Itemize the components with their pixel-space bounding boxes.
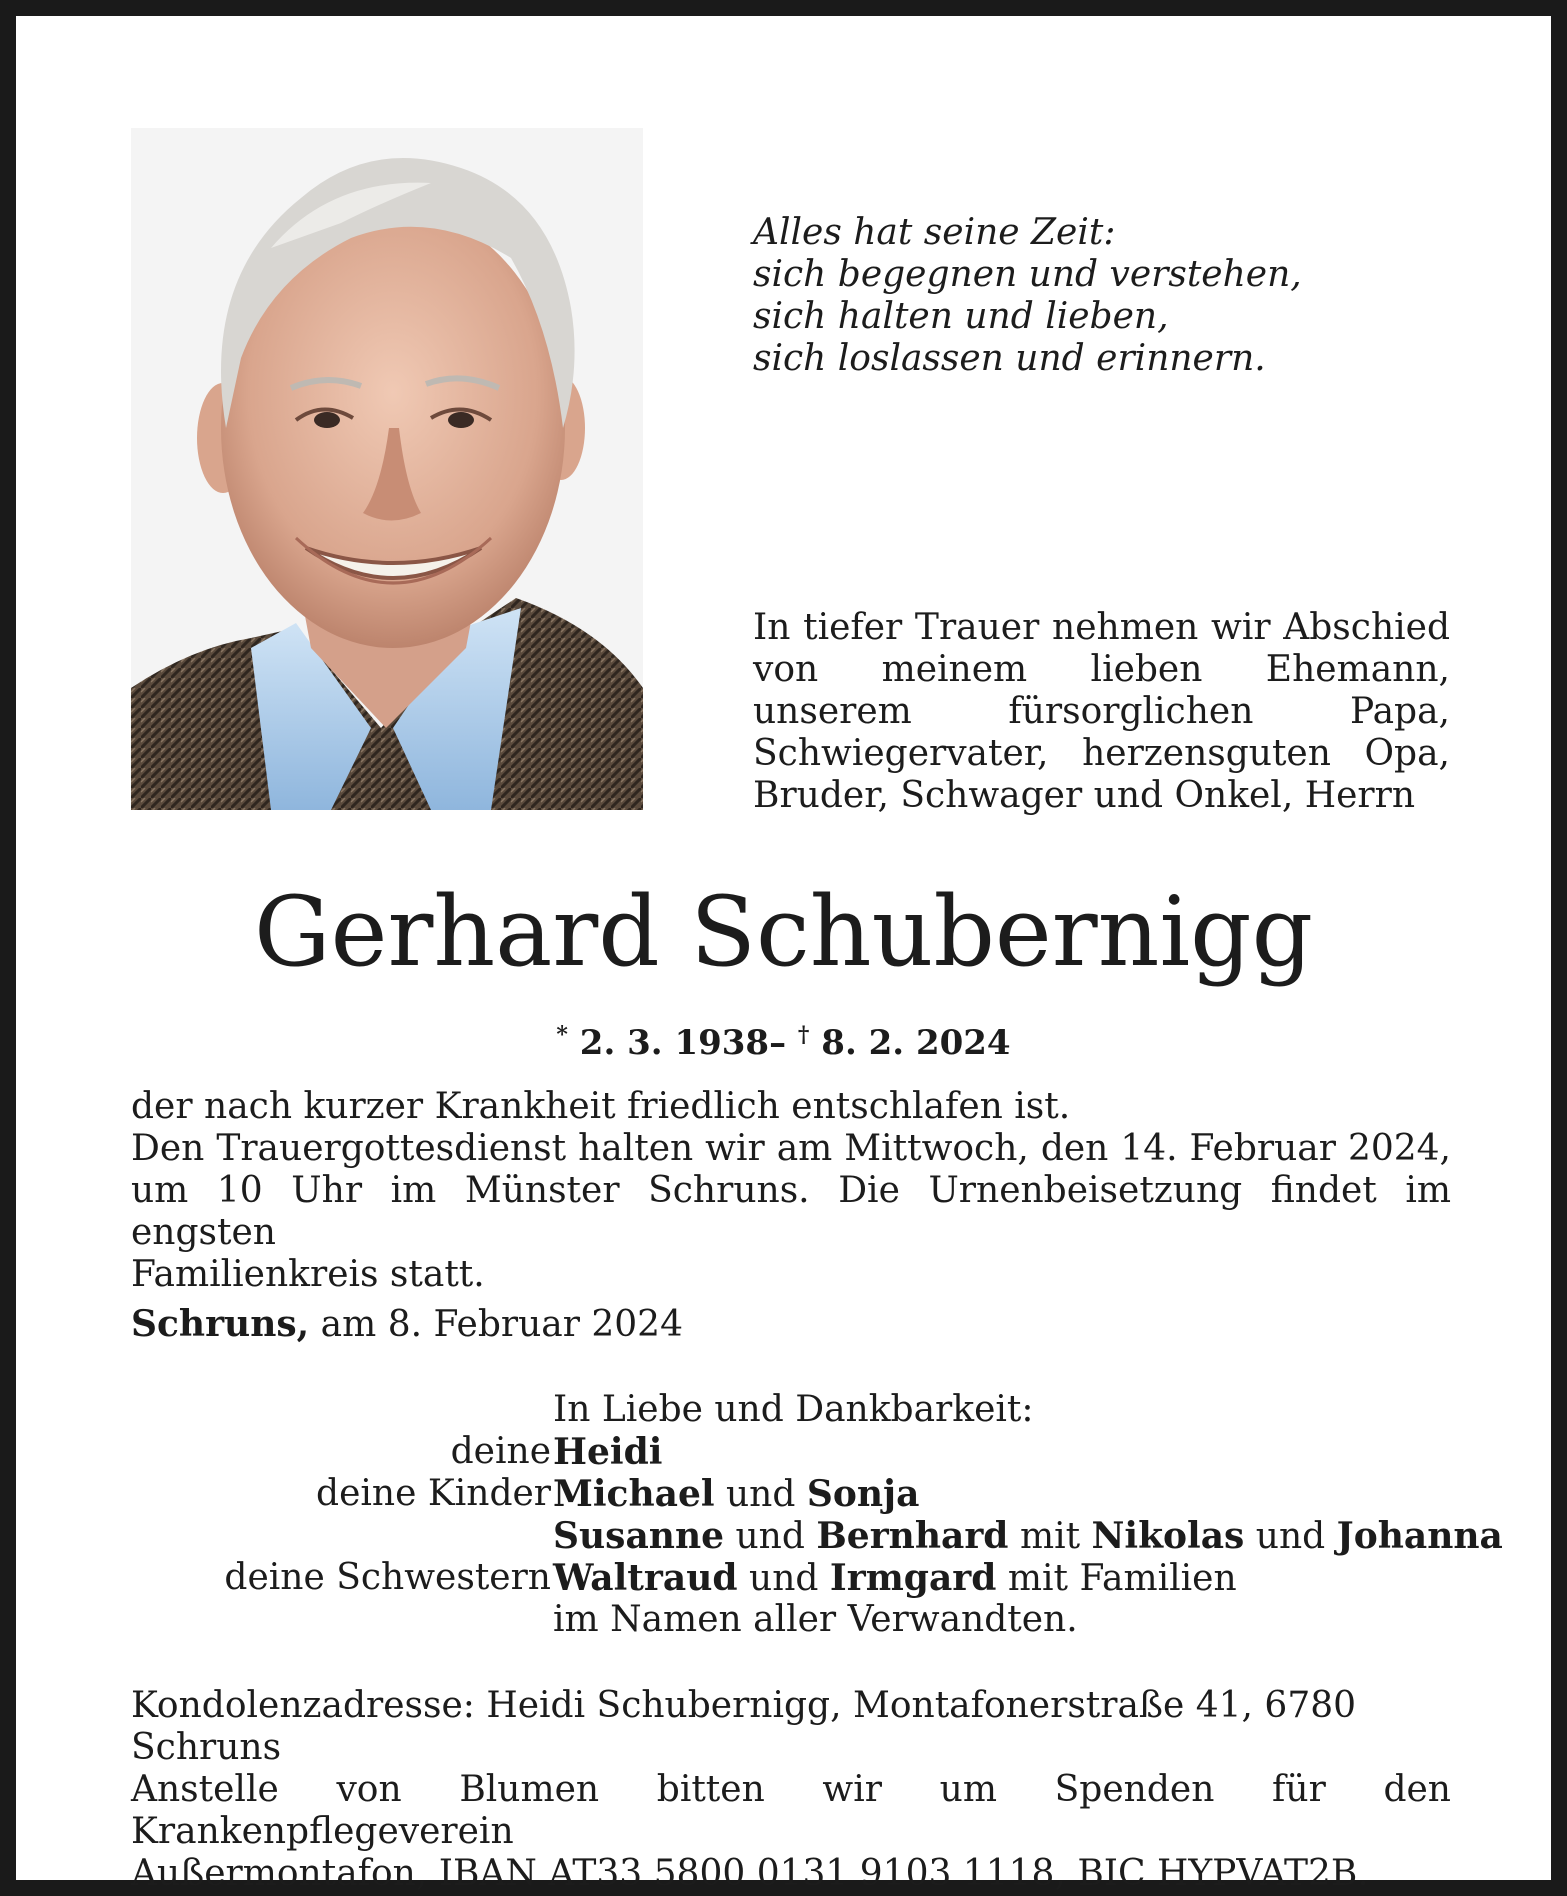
poem-line: Alles hat seine Zeit: xyxy=(753,212,1116,253)
poem-line: sich begegnen und verstehen, xyxy=(753,254,1302,295)
mourner-row xyxy=(16,1431,1551,1473)
mourner-name: Irmgard xyxy=(829,1557,997,1599)
mourner-name: Johanna xyxy=(1336,1515,1503,1557)
condolence-address: Kondolenzadresse: Heidi Schubernigg, Montafonerstraße 41, 6780 Schruns xyxy=(131,1685,1357,1768)
mourner-name: Michael xyxy=(553,1473,715,1515)
footer-text xyxy=(131,1685,1451,1895)
mourner-name: Heidi xyxy=(553,1431,663,1473)
bank-details: Außermontafon, IBAN AT33 5800 0131 9103 1118, BIC HYPVAT2B. xyxy=(131,1853,1369,1894)
mourner-row xyxy=(16,1473,1551,1515)
body-line: Den Trauergottesdienst halten wir am Mittwoch, den 14. Februar 2024, xyxy=(131,1128,1451,1169)
body-text xyxy=(131,1086,1451,1296)
date-separator: – xyxy=(769,1023,787,1063)
conjunction: und xyxy=(749,1558,819,1599)
mourners-list xyxy=(16,1389,1551,1641)
body-line: Familienkreis statt. xyxy=(131,1254,485,1295)
conjunction: und xyxy=(1255,1516,1326,1557)
mourner-name: Bernhard xyxy=(816,1515,1009,1557)
obituary-notice xyxy=(16,16,1551,1894)
death-date: 8. 2. 2024 xyxy=(821,1023,1011,1063)
mourner-row xyxy=(16,1557,1551,1599)
place-date xyxy=(131,1303,683,1346)
portrait-illustration xyxy=(131,128,643,810)
deceased-name: Gerhard Schubernigg xyxy=(253,876,1314,988)
relation-label: deine Schwestern xyxy=(224,1557,551,1598)
portrait-photo xyxy=(131,128,643,810)
relation-label: deine Kinder xyxy=(316,1473,551,1514)
conjunction: mit Familien xyxy=(1007,1558,1237,1599)
poem xyxy=(753,212,1473,380)
place-date-text: am 8. Februar 2024 xyxy=(320,1304,683,1345)
conjunction: und xyxy=(725,1474,796,1515)
death-symbol: † xyxy=(797,1022,810,1048)
poem-line: sich loslassen und erinnern. xyxy=(753,338,1266,379)
conjunction: und xyxy=(735,1516,805,1557)
relation-label: deine xyxy=(450,1431,551,1472)
place-town: Schruns, xyxy=(131,1303,310,1345)
intro-text: In tiefer Trauer nehmen wir Abschied von meinem lieben Ehemann, unserem fürsorglichen Papa, Schwiegervater, herzensguten Opa, Bruder, Schwager und Onkel, Herrn xyxy=(753,607,1450,816)
birth-date: 2. 3. 1938 xyxy=(579,1023,770,1063)
mourner-name: Nikolas xyxy=(1091,1515,1245,1557)
body-line: der nach kurzer Krankheit friedlich entschlafen ist. xyxy=(131,1086,1071,1127)
conjunction: mit xyxy=(1019,1516,1081,1557)
donation-note: Anstelle von Blumen bitten wir um Spenden für den Krankenpflegeverein xyxy=(131,1769,1451,1852)
poem-line: sich halten und lieben, xyxy=(753,296,1169,337)
mourner-name: Waltraud xyxy=(553,1557,738,1599)
birth-symbol: * xyxy=(556,1022,568,1048)
body-line: um 10 Uhr im Münster Schruns. Die Urnenbeisetzung findet im engsten xyxy=(131,1170,1451,1253)
life-dates xyxy=(16,1014,1551,1064)
mourner-name: Susanne xyxy=(553,1515,725,1557)
mourner-row xyxy=(16,1515,1551,1557)
mourners-closing: im Namen aller Verwandten. xyxy=(553,1599,1078,1640)
mourners-heading: In Liebe und Dankbarkeit: xyxy=(553,1389,1034,1430)
mourner-name: Sonja xyxy=(806,1473,920,1515)
